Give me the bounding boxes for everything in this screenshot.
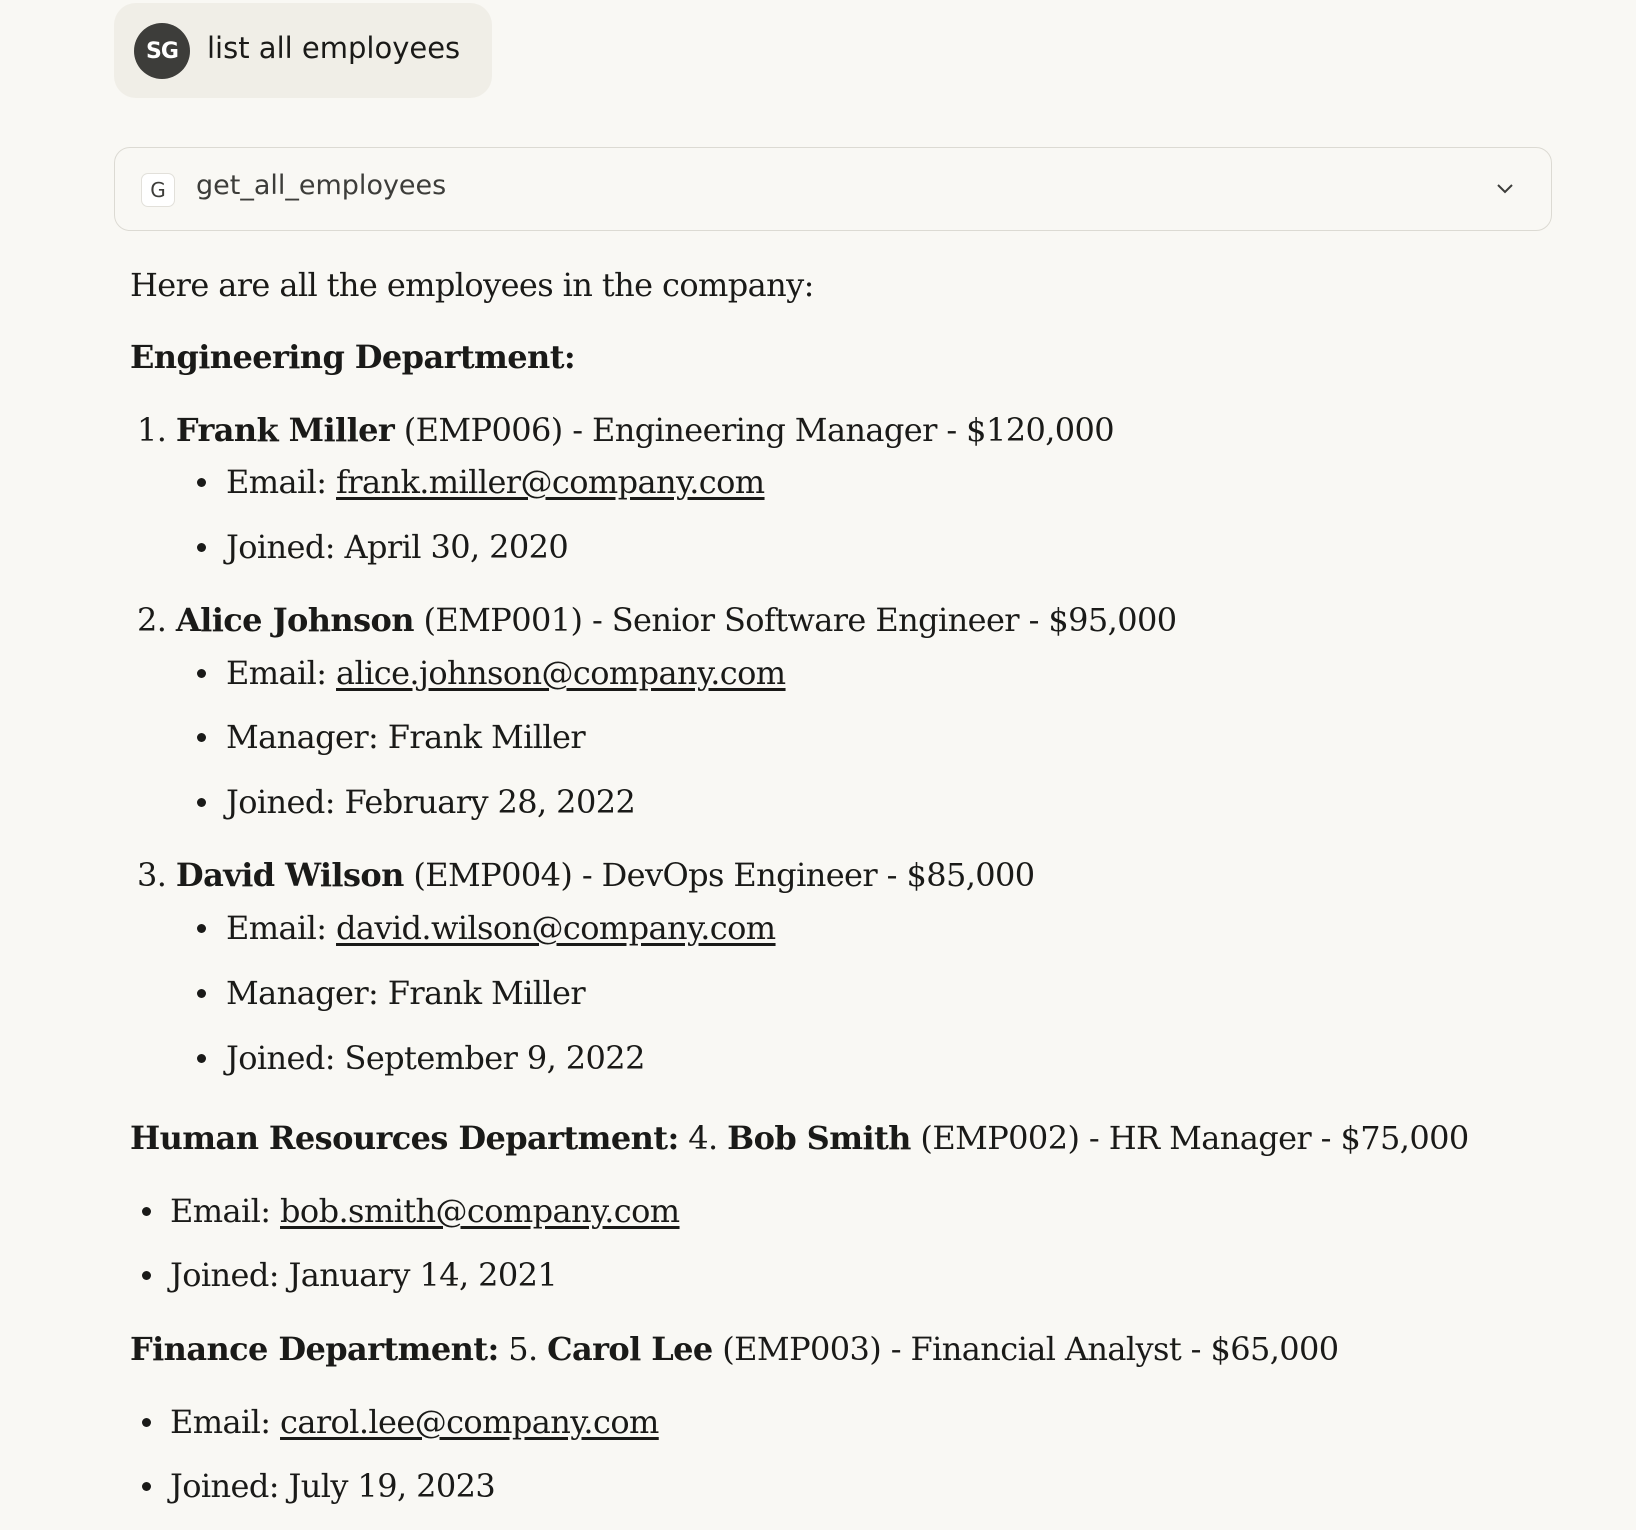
email-line	[226, 653, 786, 693]
employee-details: (EMP004) - DevOps Engineer - $85,000	[403, 856, 1035, 894]
label: Email:	[170, 1403, 281, 1441]
bullet	[197, 478, 206, 487]
bullet	[197, 1054, 206, 1063]
joined-line: Joined: April 30, 2020	[226, 528, 569, 566]
joined-line: Joined: February 28, 2022	[226, 783, 636, 821]
email-link[interactable]: david.wilson@company.com	[336, 909, 776, 947]
item-number: 5.	[498, 1330, 548, 1368]
email-link[interactable]: frank.miller@company.com	[336, 463, 765, 501]
bullet	[142, 1271, 151, 1280]
item-number: 4.	[678, 1119, 728, 1157]
intro-text: Here are all the employees in the company:	[130, 266, 814, 304]
tool-call-toggle[interactable]	[114, 147, 1552, 231]
bullet	[142, 1207, 151, 1216]
employee-name: Bob Smith	[727, 1119, 911, 1157]
employee-name: Frank Miller	[175, 411, 395, 449]
employee-name: David Wilson	[175, 856, 404, 894]
employee-details: (EMP002) - HR Manager - $75,000	[910, 1119, 1469, 1157]
employee-item	[137, 855, 1035, 895]
user-message-text: list all employees	[207, 31, 461, 65]
bullet	[197, 543, 206, 552]
tool-icon: G	[141, 173, 175, 207]
bullet	[197, 669, 206, 678]
employee-details: (EMP003) - Financial Analyst - $65,000	[712, 1330, 1339, 1368]
label: Email:	[170, 1192, 281, 1230]
bullet	[142, 1418, 151, 1427]
email-line	[226, 908, 776, 948]
item-number: 1.	[137, 411, 167, 449]
email-line	[170, 1402, 659, 1442]
item-number: 2.	[137, 601, 167, 639]
employee-item	[137, 410, 1114, 450]
employee-item	[130, 1329, 1339, 1369]
avatar: SG	[134, 23, 190, 79]
bullet	[142, 1482, 151, 1491]
department-heading: Finance Department:	[130, 1330, 499, 1368]
item-number: 3.	[137, 856, 167, 894]
employee-details: (EMP006) - Engineering Manager - $120,000	[394, 411, 1115, 449]
manager-line: Manager: Frank Miller	[226, 718, 586, 756]
tool-name: get_all_employees	[196, 170, 447, 201]
department-heading: Human Resources Department:	[130, 1119, 679, 1157]
email-link[interactable]: carol.lee@company.com	[280, 1403, 659, 1441]
chevron-down-icon[interactable]	[1493, 176, 1517, 200]
heading-text: Engineering Department:	[130, 338, 576, 376]
employee-name: Alice Johnson	[175, 601, 414, 639]
email-line	[170, 1191, 680, 1231]
joined-line: Joined: January 14, 2021	[170, 1256, 558, 1294]
label: Email:	[226, 463, 337, 501]
bullet	[197, 798, 206, 807]
employee-details: (EMP001) - Senior Software Engineer - $95,000	[413, 601, 1177, 639]
employee-item	[130, 1118, 1469, 1158]
label: Email:	[226, 909, 337, 947]
bullet	[197, 733, 206, 742]
joined-line: Joined: July 19, 2023	[170, 1467, 496, 1505]
email-line	[226, 462, 765, 502]
employee-item	[137, 600, 1176, 640]
email-link[interactable]: bob.smith@company.com	[280, 1192, 680, 1230]
engineering-heading	[130, 337, 575, 377]
manager-line: Manager: Frank Miller	[226, 974, 586, 1012]
employee-name: Carol Lee	[547, 1330, 713, 1368]
bullet	[197, 924, 206, 933]
bullet	[197, 989, 206, 998]
label: Email:	[226, 654, 337, 692]
joined-line: Joined: September 9, 2022	[226, 1039, 645, 1077]
email-link[interactable]: alice.johnson@company.com	[336, 654, 786, 692]
user-message	[114, 3, 492, 98]
